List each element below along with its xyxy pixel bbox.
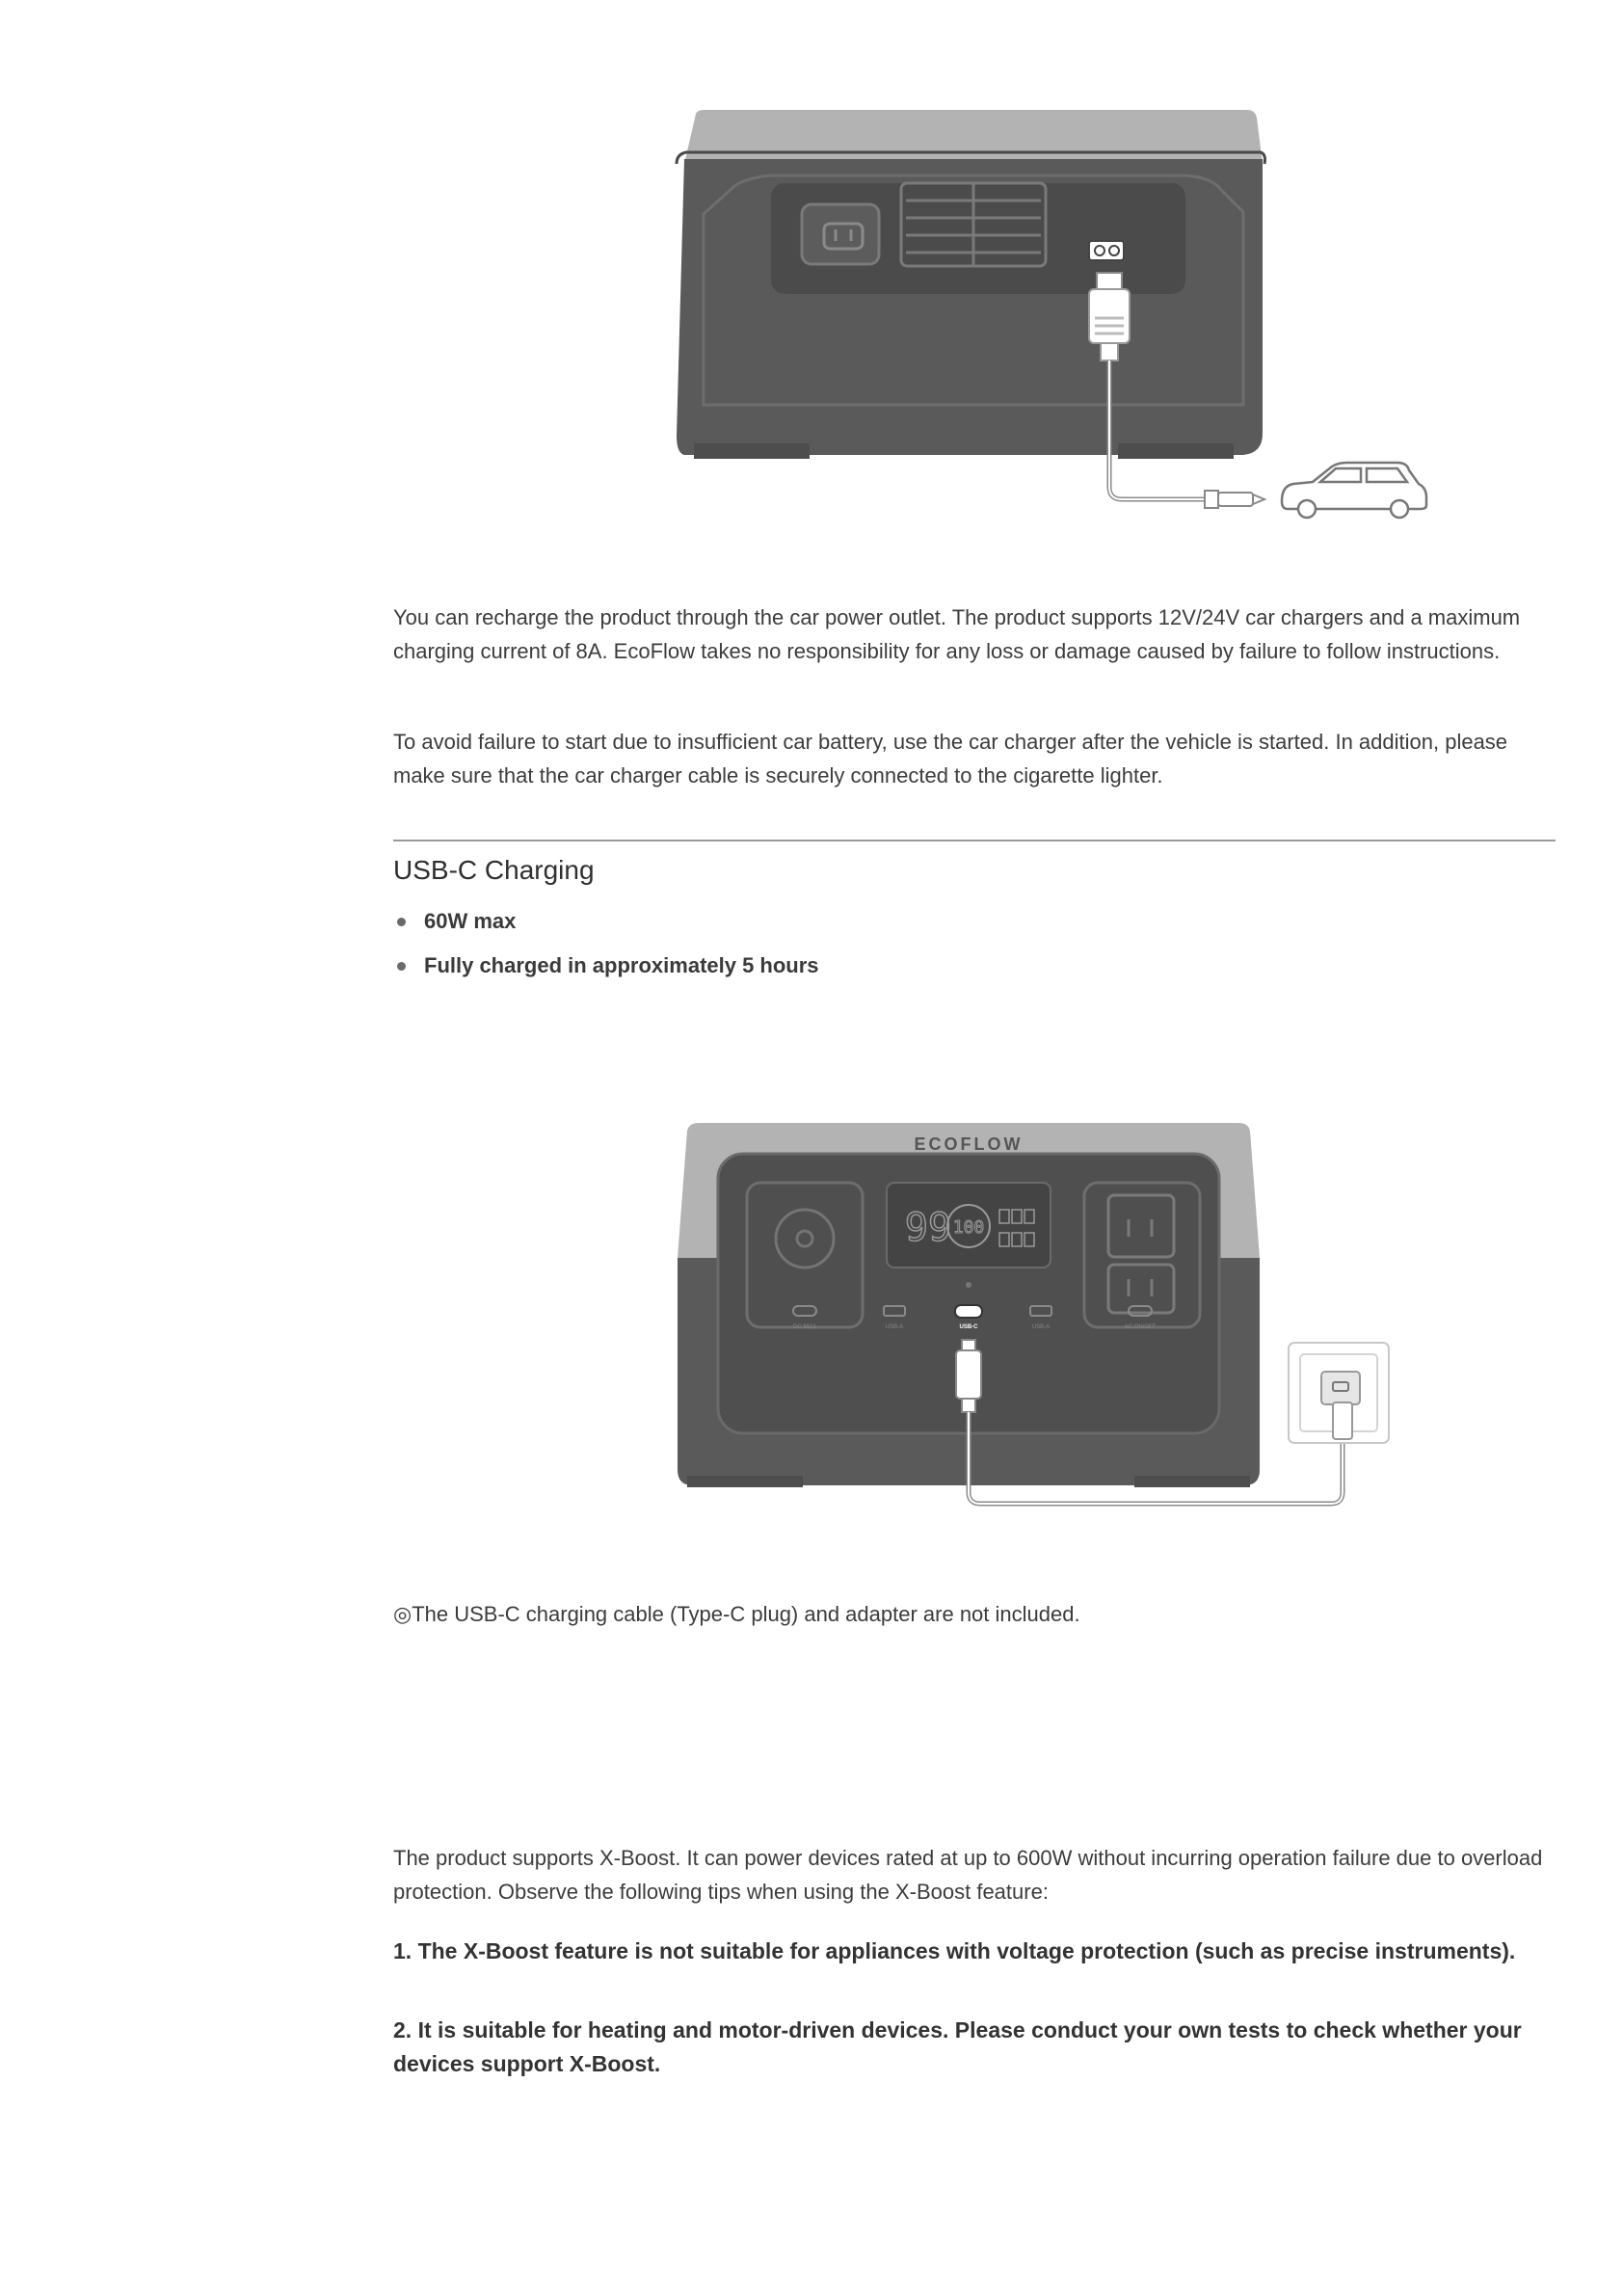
xboost-intro: The product supports X-Boost. It can power devices rated at up to 600W without incurring operation failure due to overload protection. Observe the following tips when using the X-Boost feature: <box>393 1846 1543 1904</box>
usbc-note: ◎The USB-C charging cable (Type-C plug) and adapter are not included. <box>393 1602 1080 1626</box>
wall-outlet-icon <box>1289 1343 1389 1443</box>
cigarette-lighter-plug <box>1205 491 1264 508</box>
device-top-cap <box>684 110 1263 164</box>
brand-logo: ECOFLOW <box>914 1135 1024 1154</box>
battery-ring-display: 100 <box>952 1217 985 1238</box>
car-charging-illustration <box>665 96 1436 540</box>
port-label-dc: DC 5521 <box>793 1324 816 1330</box>
list-item: 60W max <box>393 906 819 950</box>
xboost-tip-2: 2. It is suitable for heating and motor-driven devices. Please conduct your own tests to check whether your devices support X-Boost. <box>393 2017 1522 2076</box>
usbc-section-heading: USB-C Charging <box>393 855 595 885</box>
car-icon <box>1282 463 1426 518</box>
port-label-usb-a-left: USB-A <box>885 1324 904 1330</box>
section-divider <box>393 840 1556 841</box>
port-label-ac: AC ON/OFF <box>1124 1324 1157 1330</box>
port-label-usb-a-right: USB-A <box>1031 1324 1051 1330</box>
usbc-spec-list <box>393 906 819 995</box>
battery-percent-display: 99 <box>904 1206 952 1250</box>
list-item: Fully charged in approximately 5 hours <box>393 950 819 995</box>
xboost-tip-1: 1. The X-Boost feature is not suitable for appliances with voltage protection (such as precise instruments). <box>393 1938 1516 1963</box>
usbc-charging-illustration <box>670 1113 1422 1518</box>
port-label-usb-c: USB-C <box>959 1324 978 1330</box>
car-charging-paragraph-1: You can recharge the product through the car power outlet. The product supports 12V/24V car chargers and a maximum charging current of 8A. EcoFlow takes no responsibility for any loss or damage caused by failure to follow instructions. <box>393 605 1521 663</box>
car-charging-paragraph-2: To avoid failure to start due to insufficient car battery, use the car charger after the vehicle is started. In addition, please make sure that the car charger cable is securely connected to the cigarette lighter. <box>393 730 1508 788</box>
